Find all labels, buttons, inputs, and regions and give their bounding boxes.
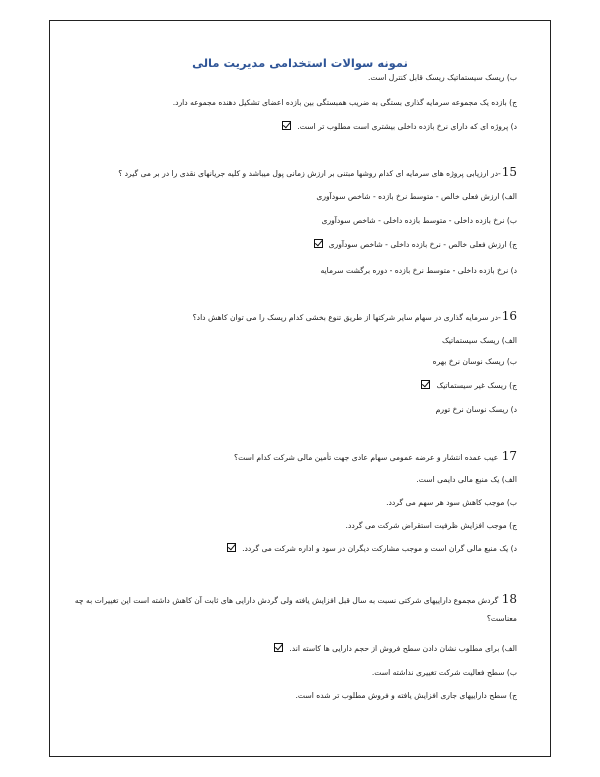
q17-option-d: د) یک منبع مالی گران است و موجب مشارکت دیگران در سود و اداره شرکت می گردد. bbox=[227, 543, 517, 555]
question-17: 17 عیب عمده انتشار و عرضه عمومی سهام عادی جهت تأمین مالی شرکت کدام است؟ bbox=[234, 449, 517, 463]
checkmark-icon bbox=[421, 380, 430, 389]
q17-option-b: ب) موجب کاهش سود هر سهم می گردد. bbox=[386, 498, 517, 507]
q15-option-c: ج) ارزش فعلی خالص - نرخ بازده داخلی - شاخص سودآوری bbox=[314, 239, 517, 251]
page-title: نمونه سوالات استخدامی مدیریت مالی bbox=[192, 56, 408, 70]
question-16: 16-در سرمایه گذاری در سهام سایر شرکتها از طریق تنوع بخشی کدام ریسک را می توان کاهش داد؟ bbox=[192, 309, 517, 323]
q15-option-a: الف) ارزش فعلی خالص - متوسط نرخ بازده - شاخص سودآوری bbox=[316, 192, 517, 201]
q18-option-b: ب) سطح فعالیت شرکت تغییری نداشته است. bbox=[371, 668, 517, 677]
q15-option-b: ب) نرخ بازده داخلی - متوسط بازده داخلی - شاخص سودآوری bbox=[321, 216, 517, 225]
checkmark-icon bbox=[282, 121, 291, 130]
q16-option-a: الف) ریسک سیستماتیک bbox=[441, 336, 517, 345]
q18-option-c: ج) سطح داراییهای جاری افزایش یافته و فروش مطلوب تر شده است. bbox=[295, 691, 517, 700]
question-15: 15-در ارزیابی پروژه های سرمایه ای کدام روشها مبتنی بر ارزش زمانی پول میباشد و کلیه جریانهای نقدی را در بر می گیرد ؟ bbox=[118, 165, 517, 179]
checkmark-icon bbox=[314, 239, 323, 248]
q16-option-b: ب) ریسک نوسان نرخ بهره bbox=[432, 357, 517, 366]
option-prev-b: ب) ریسک سیستماتیک ریسک قابل کنترل است. bbox=[368, 73, 517, 82]
q18-option-a: الف) برای مطلوب نشان دادن سطح فروش از حجم دارایی ها کاسته اند. bbox=[274, 643, 517, 655]
checkmark-icon bbox=[227, 543, 236, 552]
question-18-continuation: معناست؟ bbox=[486, 614, 517, 623]
checkmark-icon bbox=[274, 643, 283, 652]
q17-option-a: الف) یک منبع مالی دایمی است. bbox=[416, 475, 517, 484]
q16-option-c: ج) ریسک غیر سیستماتیک bbox=[421, 380, 517, 392]
option-prev-c: ج) بازده یک مجموعه سرمایه گذاری بستگی به ضریب همبستگی بین بازده اعضای تشکیل دهنده مجموعه دارد. bbox=[172, 98, 517, 107]
q17-option-c: ج) موجب افزایش ظرفیت استقراض شرکت می گردد. bbox=[345, 521, 517, 530]
question-18: 18 گردش مجموع داراییهای شرکتی نسبت به سال قبل افزایش یافته ولی گردش دارایی های ثابت آن کاهش داشته است این تغییرات به چه bbox=[74, 592, 517, 606]
option-prev-d: د) پروژه ای که دارای نرخ بازده داخلی بیشتری است مطلوب تر است. bbox=[282, 121, 517, 133]
q15-option-d: د) نرخ بازده داخلی - متوسط نرخ بازده - دوره برگشت سرمایه bbox=[320, 266, 517, 275]
q16-option-d: د) ریسک نوسان نرخ تورم bbox=[435, 405, 517, 414]
